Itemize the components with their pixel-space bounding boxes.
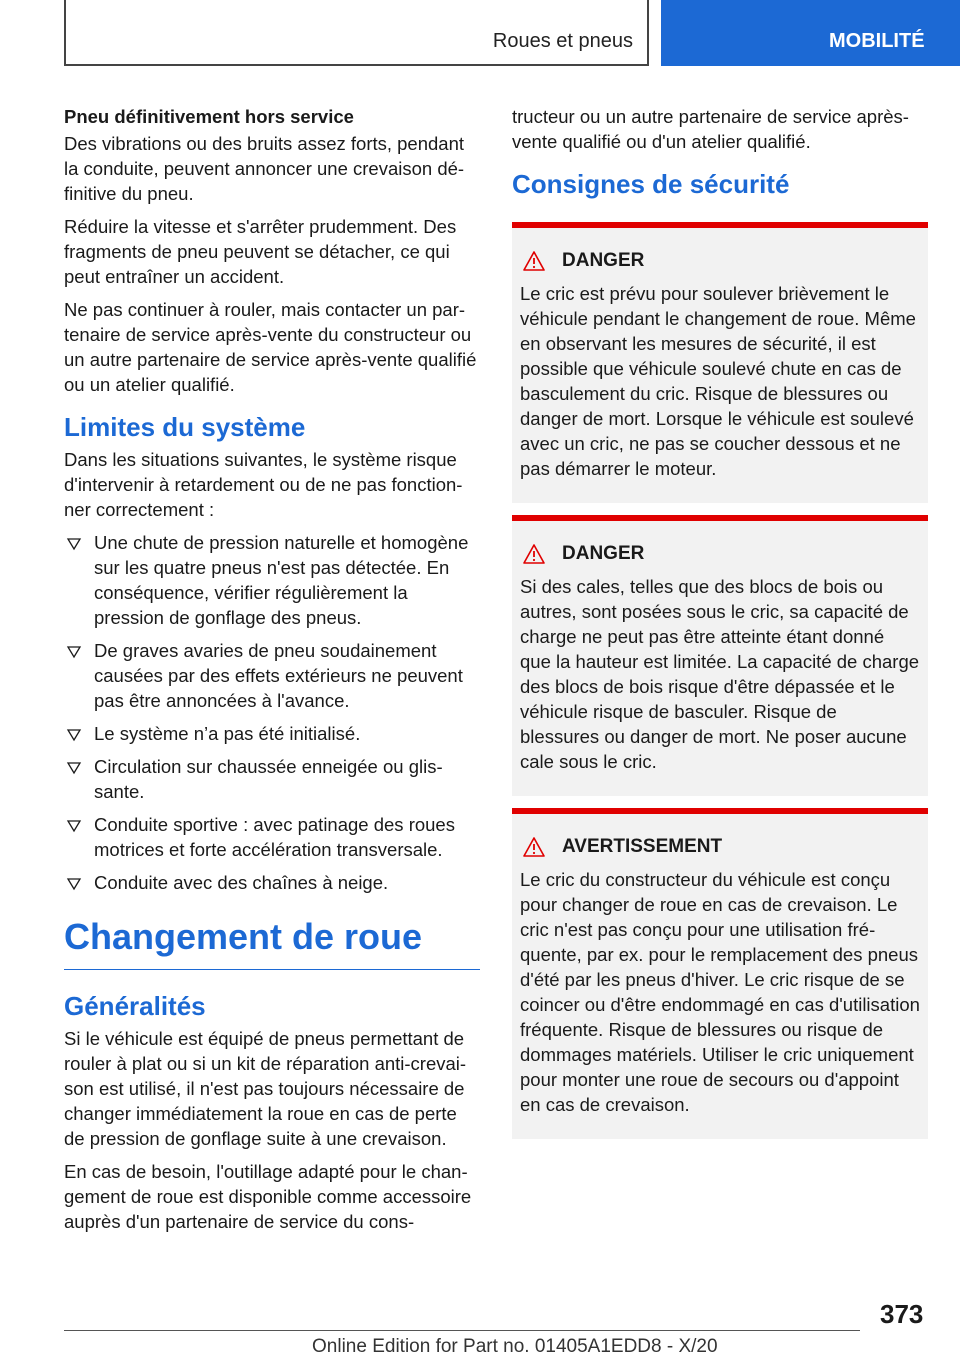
warning-box [512, 808, 928, 1139]
triangle-bullet-icon [66, 530, 82, 555]
list-item: Circulation sur chaussée enneigée ou glissante. [64, 754, 480, 804]
paragraph: Ne pas continuer à rouler, mais contacter un partenaire de service après-vente du constructeur ou un autre partenaire de service après-vente qualifié ou un atelier qualifié. [64, 299, 477, 395]
warning-label: DANGER [562, 543, 645, 564]
section-title: Roues et pneus [492, 30, 633, 52]
triangle-bullet-icon [66, 721, 82, 746]
section-header-box [64, 0, 649, 66]
warning-label: DANGER [562, 250, 645, 271]
paragraph: tructeur ou un autre partenaire de service après-vente qualifié ou d'un atelier qualifié. [512, 106, 909, 152]
left-column [64, 104, 480, 1242]
list-item: Une chute de pression naturelle et homogène sur les quatre pneus n'est pas détectée. En conséquence, vérifier régulièrement la pression de gonflage des pneus. [64, 530, 480, 630]
chapter-tab-label: MOBILITÉ [829, 30, 925, 52]
chapter-tab[interactable] [661, 0, 960, 66]
paragraph: Dans les situations suivantes, le système risque d'intervenir à retardement ou de ne pas fonctionner correctement : [64, 449, 463, 520]
warning-header [520, 541, 920, 566]
warning-triangle-icon [522, 250, 546, 272]
paragraph: En cas de besoin, l'outillage adapté pour le changement de roue est disponible comme accessoire auprès d'un partenaire de service du cons- [64, 1161, 472, 1232]
list-item: De graves avaries de pneu soudainement causées par des effets extérieurs ne peuvent pas être annoncées à l'avance. [64, 638, 480, 713]
chapter-heading-changement: Changement de roue [64, 915, 480, 970]
paragraph: Des vibrations ou des bruits assez forts, pendant la conduite, peuvent annoncer une crevaison définitive du pneu. [64, 133, 465, 204]
triangle-bullet-icon [66, 638, 82, 663]
paragraph: Réduire la vitesse et s'arrêter prudemment. Des fragments de pneu peuvent se détacher, ce qui peut entraîner un accident. [64, 216, 457, 287]
warning-triangle-icon [522, 836, 546, 858]
section-heading-limites: Limites du système [64, 412, 306, 442]
list-item: Conduite avec des chaînes à neige. [64, 870, 480, 895]
paragraph: Si le véhicule est équipé de pneus permettant de rouler à plat ou si un kit de réparation anti-crevaison est utilisé, il n'est pas toujours nécessaire de changer immédiatement la roue en cas de perte de pression de gonflage suite à une crevaison. [64, 1028, 467, 1149]
warning-text: Si des cales, telles que des blocs de bois ou autres, sont posées sous le cric, sa capacité de charge ne peut pas être atteinte étant donné que la hauteur est limitée. La capacité de charge des blocs de bois risque d'être dépassée et le véhicule risque de basculer. Risque de blessures ou danger de mort. Ne poser aucune cale sous le cric. [520, 576, 920, 772]
warning-box [512, 222, 928, 503]
limites-list [64, 530, 480, 895]
triangle-bullet-icon [66, 754, 82, 779]
subsection-title: Pneu définitivement hors service [64, 106, 354, 127]
list-item: Conduite sportive : avec patinage des roues motrices et forte accélération transversale. [64, 812, 480, 862]
footer-edition: Online Edition for Part no. 01405A1EDD8 - X/20 [312, 1336, 718, 1357]
page-number: 373 [880, 1299, 924, 1329]
warning-text: Le cric est prévu pour soulever brièvement le véhicule pendant le changement de roue. Même en observant les mesures de sécurité, il est possible que véhicule soulevé chute en cas de basculement du cric. Risque de blessures ou danger de mort. Lorsque le véhicule est soulevé avec un cric, ne pas se coucher dessous et ne pas démarrer le moteur. [520, 283, 916, 479]
section-heading-consignes: Consignes de sécurité [512, 169, 790, 199]
list-item: Le système n’a pas été initialisé. [64, 721, 480, 746]
warning-header [520, 834, 920, 859]
footer-divider [64, 1330, 860, 1331]
triangle-bullet-icon [66, 812, 82, 837]
warning-text: Le cric du constructeur du véhicule est conçu pour changer de roue en cas de crevaison. Le cric n'est pas conçu pour une utilisation fréquente, par ex. pour le remplacement des pneus d'été par les pneus d'hiver. Le cric risque de se coincer ou d'être endommagé en cas d'utilisation fréquente. Risque de blessures ou risque de dommages matériels. Utiliser le cric uniquement pour monter une roue de secours ou d'appoint en cas de crevaison. [520, 869, 920, 1115]
warning-header [520, 248, 920, 273]
triangle-bullet-icon [66, 870, 82, 895]
warning-triangle-icon [522, 543, 546, 565]
warning-label: AVERTISSEMENT [562, 836, 723, 857]
page-header [0, 0, 960, 68]
right-column [512, 104, 928, 1151]
warning-box [512, 515, 928, 796]
section-heading-generalites: Généralités [64, 991, 206, 1021]
